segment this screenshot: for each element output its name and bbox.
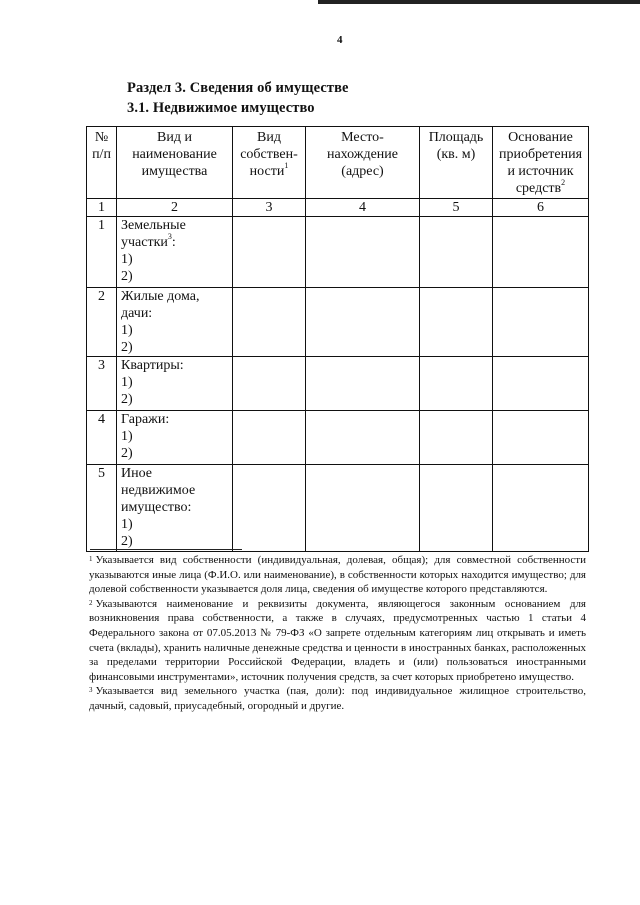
footnote-2: $^2$ Указываются наименование и реквизиты документа, являющегося законным основанием для возникновения права собственности, а также в случаях, предусмотренных частью 1 статьи 4 Федерального закона от 07.05.2013 № 79-ФЗ «О запрете отдельным категориям лиц открывать и иметь счета (вклады), хранить наличные денежные средства и ценности в иностранных банках, расположенных за пределами территории Российской Федерации, владеть и (или) пользоваться иностранными финансовыми инструментами», источник получения средств, за счет которых приобретено имущество. (89, 597, 586, 683)
footnotes (89, 553, 586, 714)
top-border-line (318, 0, 640, 4)
real-estate-table (86, 126, 589, 552)
header-no: № п/п (87, 127, 117, 199)
column-number-row (87, 199, 589, 217)
column-number: 2 (117, 199, 233, 217)
row-item-houses: Жилые дома, дачи: 1) 2) (117, 288, 233, 357)
footnote-ref-2: 2 (561, 178, 566, 188)
column-number: 6 (493, 199, 589, 217)
header-ownership-type: Вид собствен- ности$^1$ (233, 127, 306, 199)
header-area: Площадь (кв. м) (420, 127, 493, 199)
row-item-land: Земельные участки$^3$: 1) 2) (117, 217, 233, 288)
table-row: 2 Жилые дома, дачи: 1) 2) (87, 288, 589, 357)
footnote-1: $^1$ Указывается вид собственности (индивидуальная, долевая, общая); для совместной собственности указываются иные лица (Ф.И.О. или наименование), в собственности которых находится имущество; для долевой собственности указывается доля лица, сведения об имуществе которого представляются. (89, 554, 586, 596)
page-number: 4 (337, 34, 343, 46)
row-item-other-property: Иное недвижимое имущество: 1) 2) (117, 465, 233, 552)
header-location: Место- нахождение (адрес) (306, 127, 420, 199)
column-number: 1 (87, 199, 117, 217)
table-row: 3 Квартиры: 1) 2) (87, 357, 589, 411)
column-number: 5 (420, 199, 493, 217)
header-basis: Основание приобретения и источник средств$^2$ (493, 127, 589, 199)
section-title: Раздел 3. Сведения об имуществе (127, 80, 349, 96)
table-row: 5 Иное недвижимое имущество: 1) 2) (87, 465, 589, 552)
row-item-apartments: Квартиры: 1) 2) (117, 357, 233, 411)
footnote-ref-1: 1 (284, 161, 289, 171)
column-number: 4 (306, 199, 420, 217)
table-row: 4 Гаражи: 1) 2) (87, 411, 589, 465)
row-item-garages: Гаражи: 1) 2) (117, 411, 233, 465)
table-header-row (87, 127, 589, 199)
footnote-ref-3: 3 (167, 232, 172, 242)
header-type-name: Вид и наименование имущества (117, 127, 233, 199)
subsection-title: 3.1. Недвижимое имущество (127, 100, 315, 116)
footnote-separator (90, 549, 242, 550)
table-row: 1 Земельные участки$^3$: 1) 2) (87, 217, 589, 288)
column-number: 3 (233, 199, 306, 217)
footnote-3: $^3$ Указывается вид земельного участка (пая, доли): под индивидуальное жилищное строительство, дачный, садовый, приусадебный, огородный и другие. (89, 685, 586, 712)
